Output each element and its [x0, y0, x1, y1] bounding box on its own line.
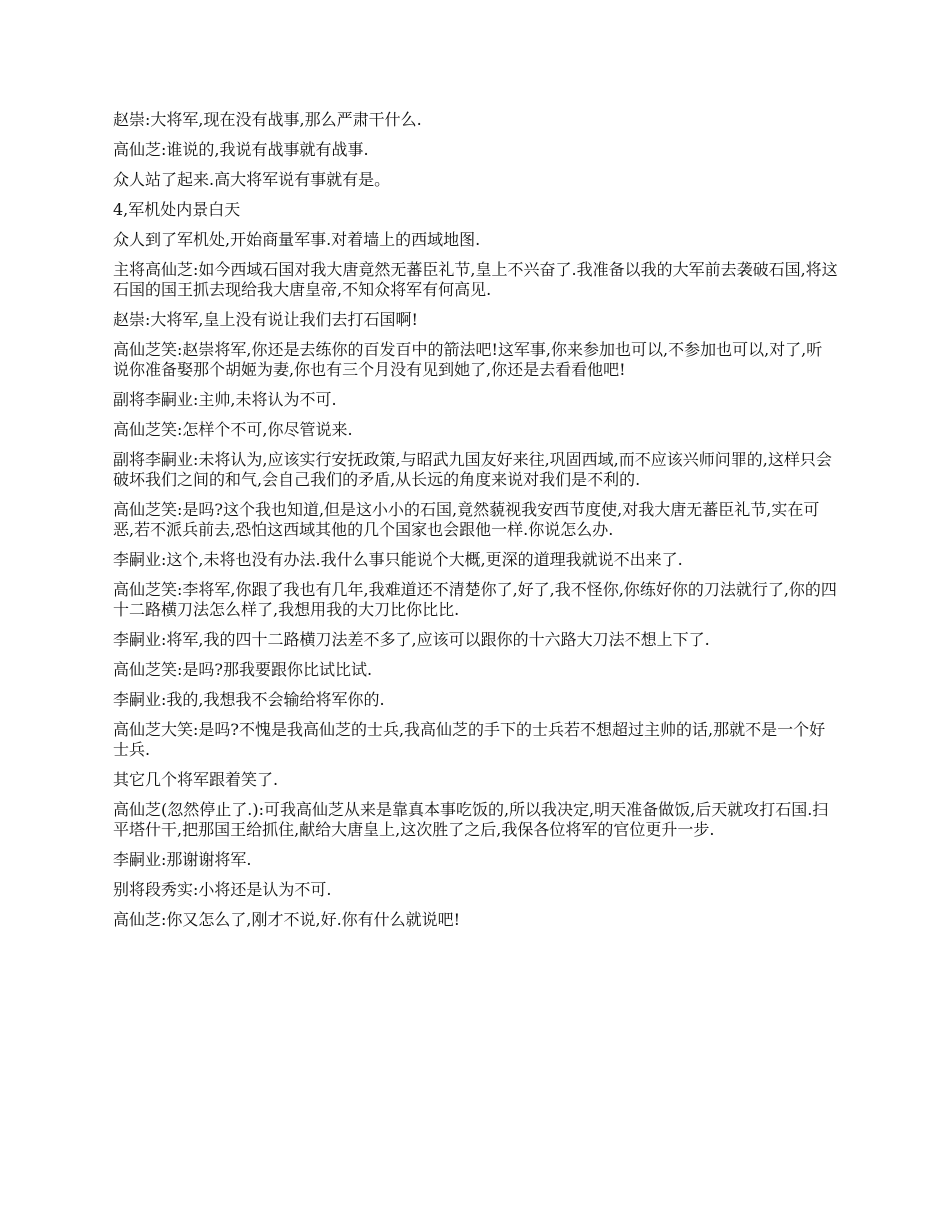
dialogue-paragraph: 高仙芝笑:是吗?这个我也知道,但是这小小的石国,竟然藐视我安西节度使,对我大唐无蕃臣礼节,实在可恶,若不派兵前去,恐怕这西域其他的几个国家也会跟他一样.你说怎么办. [113, 500, 820, 539]
dialogue-paragraph: 李嗣业:将军,我的四十二路横刀法差不多了,应该可以跟你的十六路大刀法不想上下了. [113, 630, 710, 649]
dialogue-paragraph: 赵崇:大将军,现在没有战事,那么严肃干什么. [113, 110, 422, 129]
dialogue-paragraph: 高仙芝笑:赵崇将军,你还是去练你的百发百中的箭法吧!这军事,你来参加也可以,不参加也可以,对了,听说你准备娶那个胡姬为妻,你也有三个月没有见到她了,你还是去看看他吧! [113, 340, 823, 379]
dialogue-paragraph: 高仙芝笑:怎样个不可,你尽管说来. [113, 420, 353, 439]
dialogue-paragraph: 副将李嗣业:未将认为,应该实行安抚政策,与昭武九国友好来往,巩固西域,而不应该兴师问罪的,这样只会破坏我们之间的和气,会自己我们的矛盾,从长远的角度来说对我们是不利的. [113, 450, 832, 489]
dialogue-paragraph: 高仙芝:你又怎么了,刚才不说,好.你有什么就说吧! [113, 910, 461, 929]
narration-paragraph: 众人站了起来.高大将军说有事就有是。 [113, 170, 391, 189]
dialogue-paragraph: 副将李嗣业:主帅,未将认为不可. [113, 390, 337, 409]
dialogue-paragraph: 高仙芝笑:是吗?那我要跟你比试比试. [113, 660, 373, 679]
dialogue-paragraph: 主将高仙芝:如今西域石国对我大唐竟然无蕃臣礼节,皇上不兴奋了.我准备以我的大军前去袭破石国,将这石国的国王抓去现给我大唐皇帝,不知众将军有何高见. [113, 260, 838, 299]
narration-paragraph: 众人到了军机处,开始商量军事.对着墙上的西域地图. [113, 230, 481, 249]
dialogue-paragraph: 李嗣业:这个,未将也没有办法.我什么事只能说个大概,更深的道理我就说不出来了. [113, 550, 683, 569]
document-body [113, 110, 838, 940]
dialogue-paragraph: 高仙芝大笑:是吗?不愧是我高仙芝的士兵,我高仙芝的手下的士兵若不想超过主帅的话,那就不是一个好士兵. [113, 720, 826, 759]
dialogue-paragraph: 高仙芝(忽然停止了.):可我高仙芝从来是靠真本事吃饭的,所以我决定,明天准备做饭,后天就攻打石国.扫平塔什干,把那国王给抓住,献给大唐皇上,这次胜了之后,我保各位将军的官位更升一步. [113, 800, 829, 839]
dialogue-paragraph: 高仙芝笑:李将军,你跟了我也有几年,我难道还不清楚你了,好了,我不怪你,你练好你的刀法就行了,你的四十二路横刀法怎么样了,我想用我的大刀比你比比. [113, 580, 837, 619]
dialogue-paragraph: 别将段秀实:小将还是认为不可. [113, 880, 332, 899]
dialogue-paragraph: 李嗣业:我的,我想我不会输给将军你的. [113, 690, 385, 709]
scene-heading: 4,军机处内景白天 [113, 200, 241, 219]
dialogue-paragraph: 李嗣业:那谢谢将军. [113, 850, 252, 869]
narration-paragraph: 其它几个将军跟着笑了. [113, 770, 279, 789]
dialogue-paragraph: 高仙芝:谁说的,我说有战事就有战事. [113, 140, 369, 159]
dialogue-paragraph: 赵崇:大将军,皇上没有说让我们去打石国啊! [113, 310, 418, 329]
